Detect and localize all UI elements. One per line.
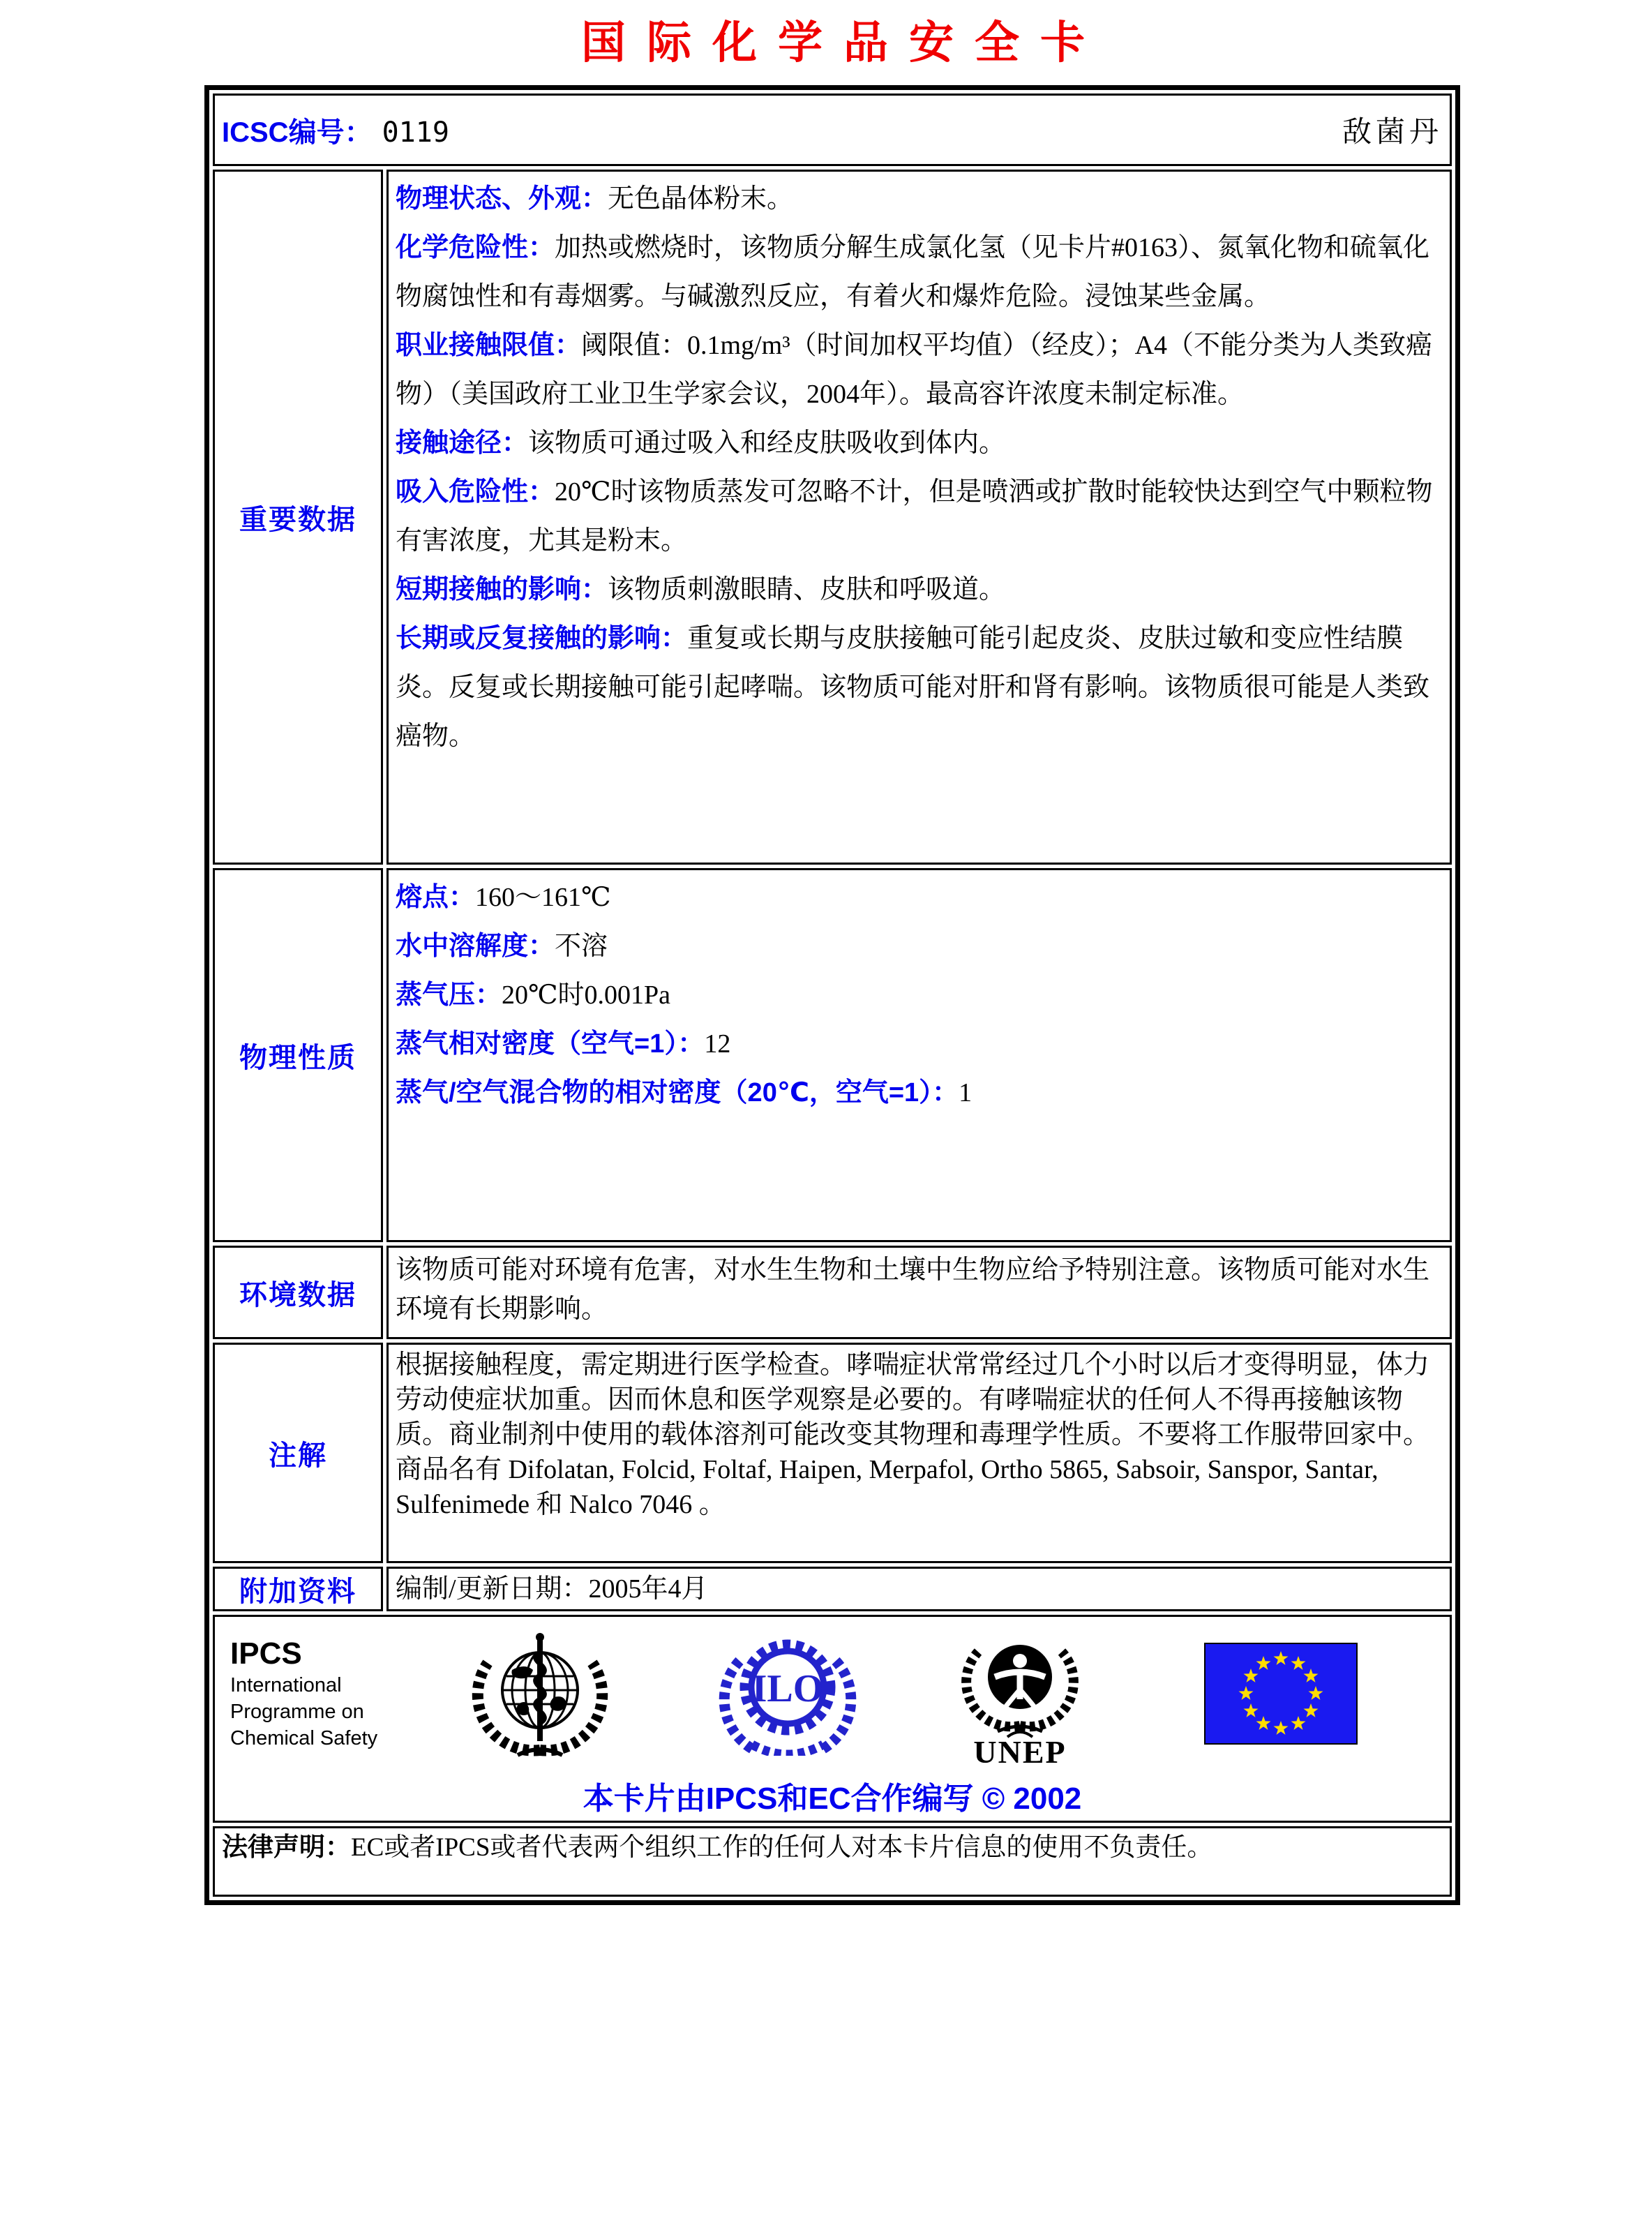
additional-info-content (386, 1567, 1452, 1611)
item-text: 该物质刺激眼睛、皮肤和呼吸道。 (608, 575, 1006, 604)
data-item (396, 873, 1443, 922)
unep-caption: UNEP (973, 1734, 1067, 1766)
unep-logo-icon (959, 1621, 1081, 1766)
item-label: 蒸气/空气混合物的相对密度（20℃，空气=1）： (396, 1078, 959, 1107)
who-logo-icon (470, 1624, 610, 1763)
environmental-data-text: 该物质可能对环境有危害，对水生生物和土壤中生物应给予特别注意。该物质可能对水生环境有长期影响。 (396, 1255, 1430, 1324)
notes-content (386, 1343, 1452, 1563)
data-item (396, 971, 1443, 1020)
ipcs-name-line: International (230, 1674, 342, 1696)
eu-flag-icon (1204, 1643, 1358, 1745)
item-label: 蒸气压： (396, 980, 502, 1010)
legal-text: EC或者IPCS或者代表两个组织工作的任何人对本卡片信息的使用不负责任。 (351, 1833, 1213, 1862)
item-text: 1 (959, 1078, 973, 1107)
additional-info-text: 编制/更新日期：2005年4月 (396, 1574, 708, 1604)
data-item (396, 419, 1443, 468)
item-label: 熔点： (396, 883, 476, 912)
item-label: 蒸气相对密度（空气=1）： (396, 1029, 705, 1059)
legal-statement (222, 1831, 1443, 1864)
section-label-notes: 注解 (213, 1343, 383, 1563)
icsc-card-table (204, 85, 1460, 1905)
item-label: 职业接触限值： (396, 331, 582, 360)
logos-cell (213, 1615, 1452, 1823)
item-label: 化学危险性： (396, 233, 555, 262)
data-item (396, 223, 1443, 321)
item-label: 水中溶解度： (396, 932, 555, 961)
item-label: 物理状态、外观： (396, 184, 608, 214)
item-text: 20℃时该物质蒸发可忽略不计，但是喷洒或扩散时能较快达到空气中颗粒物有害浓度，尤其是粉末。 (396, 477, 1433, 555)
data-item (396, 174, 1443, 223)
environmental-data-row (213, 1246, 1452, 1339)
data-item (396, 614, 1443, 761)
item-text: 阈限值：0.1mg/m³（时间加权平均值）（经皮）；A4（不能分类为人类致癌物）（美国政府工业卫生学家会议，2004年）。最高容许浓度未制定标准。 (396, 331, 1433, 409)
ipcs-text-block (230, 1636, 406, 1752)
data-item (396, 321, 1443, 419)
notes-text: 根据接触程度，需定期进行医学检查。哮喘症状常常经过几个小时以后才变得明显，体力劳动使症状加重。因而休息和医学观察是必要的。有哮喘症状的任何人不得再接触该物质。商业制剂中使用的载体溶剂可能改变其物理和毒理学性质。不要将工作服带回家中。商品名有 Difolatan, Folcid, Foltaf, Haipen, Merpafol, Ortho 5865, Sabsoir, Sanspor, Santar, Sulfenimede 和 Nalco 7046 。 (396, 1350, 1430, 1519)
data-item (396, 468, 1443, 565)
icsc-number-group (222, 110, 449, 150)
ipcs-acronym: IPCS (230, 1636, 302, 1671)
important-data-content (386, 170, 1452, 865)
legal-label: 法律声明： (222, 1833, 351, 1861)
ilo-letters: ILO (751, 1667, 824, 1710)
item-text: 20℃时0.001Pa (502, 980, 671, 1010)
item-text: 重复或长期与皮肤接触可能引起皮炎、皮肤过敏和变应性结膜炎。反复或长期接触可能引起哮喘。该物质可能对肝和肾有影响。该物质很可能是人类致癌物。 (396, 624, 1430, 751)
data-item (396, 1020, 1443, 1068)
environmental-data-content (386, 1246, 1452, 1339)
ipcs-name-line: Chemical Safety (230, 1727, 378, 1749)
notes-row (213, 1343, 1452, 1563)
section-label-additional-info: 附加资料 (213, 1567, 383, 1611)
item-text: 加热或燃烧时，该物质分解生成氯化氢（见卡片#0163）、氮氧化物和硫氧化物腐蚀性和有毒烟雾。与碱激烈反应，有着火和爆炸危险。浸蚀某些金属。 (396, 233, 1430, 311)
item-text: 无色晶体粉末。 (608, 184, 794, 214)
item-label: 长期或反复接触的影响： (396, 624, 688, 653)
physical-properties-content (386, 868, 1452, 1242)
page-title: 国际化学品安全卡 (581, 18, 1106, 68)
item-text: 12 (704, 1029, 731, 1059)
credit-line: 本卡片由IPCS和EC合作编写 © 2002 (583, 1782, 1082, 1816)
icsc-number-value: 0119 (382, 116, 449, 149)
legal-row (213, 1826, 1452, 1897)
item-text: 不溶 (555, 932, 608, 961)
physical-properties-row (213, 868, 1452, 1242)
logos-strip (222, 1620, 1443, 1768)
data-item (396, 922, 1443, 971)
ilo-logo-icon (716, 1632, 859, 1756)
chemical-name: 敌菌丹 (1342, 117, 1443, 149)
item-label: 吸入危险性： (396, 477, 555, 507)
item-text: 160～161℃ (475, 883, 611, 912)
header-row (213, 94, 1452, 166)
important-data-row (213, 170, 1452, 865)
data-item (396, 1068, 1443, 1117)
icsc-number-label: ICSC编号： (222, 117, 373, 148)
data-item (396, 565, 1443, 614)
section-label-physical-properties: 物理性质 (213, 868, 383, 1242)
section-label-environmental-data: 环境数据 (213, 1246, 383, 1339)
legal-cell (213, 1826, 1452, 1897)
item-text: 该物质可通过吸入和经皮肤吸收到体内。 (528, 428, 1006, 458)
item-label: 接触途径： (396, 428, 529, 458)
item-label: 短期接触的影响： (396, 575, 608, 604)
additional-info-row (213, 1567, 1452, 1611)
ipcs-name-line: Programme on (230, 1701, 364, 1723)
logos-row (213, 1615, 1452, 1823)
section-label-important-data: 重要数据 (213, 170, 383, 865)
header-cell (213, 94, 1452, 166)
